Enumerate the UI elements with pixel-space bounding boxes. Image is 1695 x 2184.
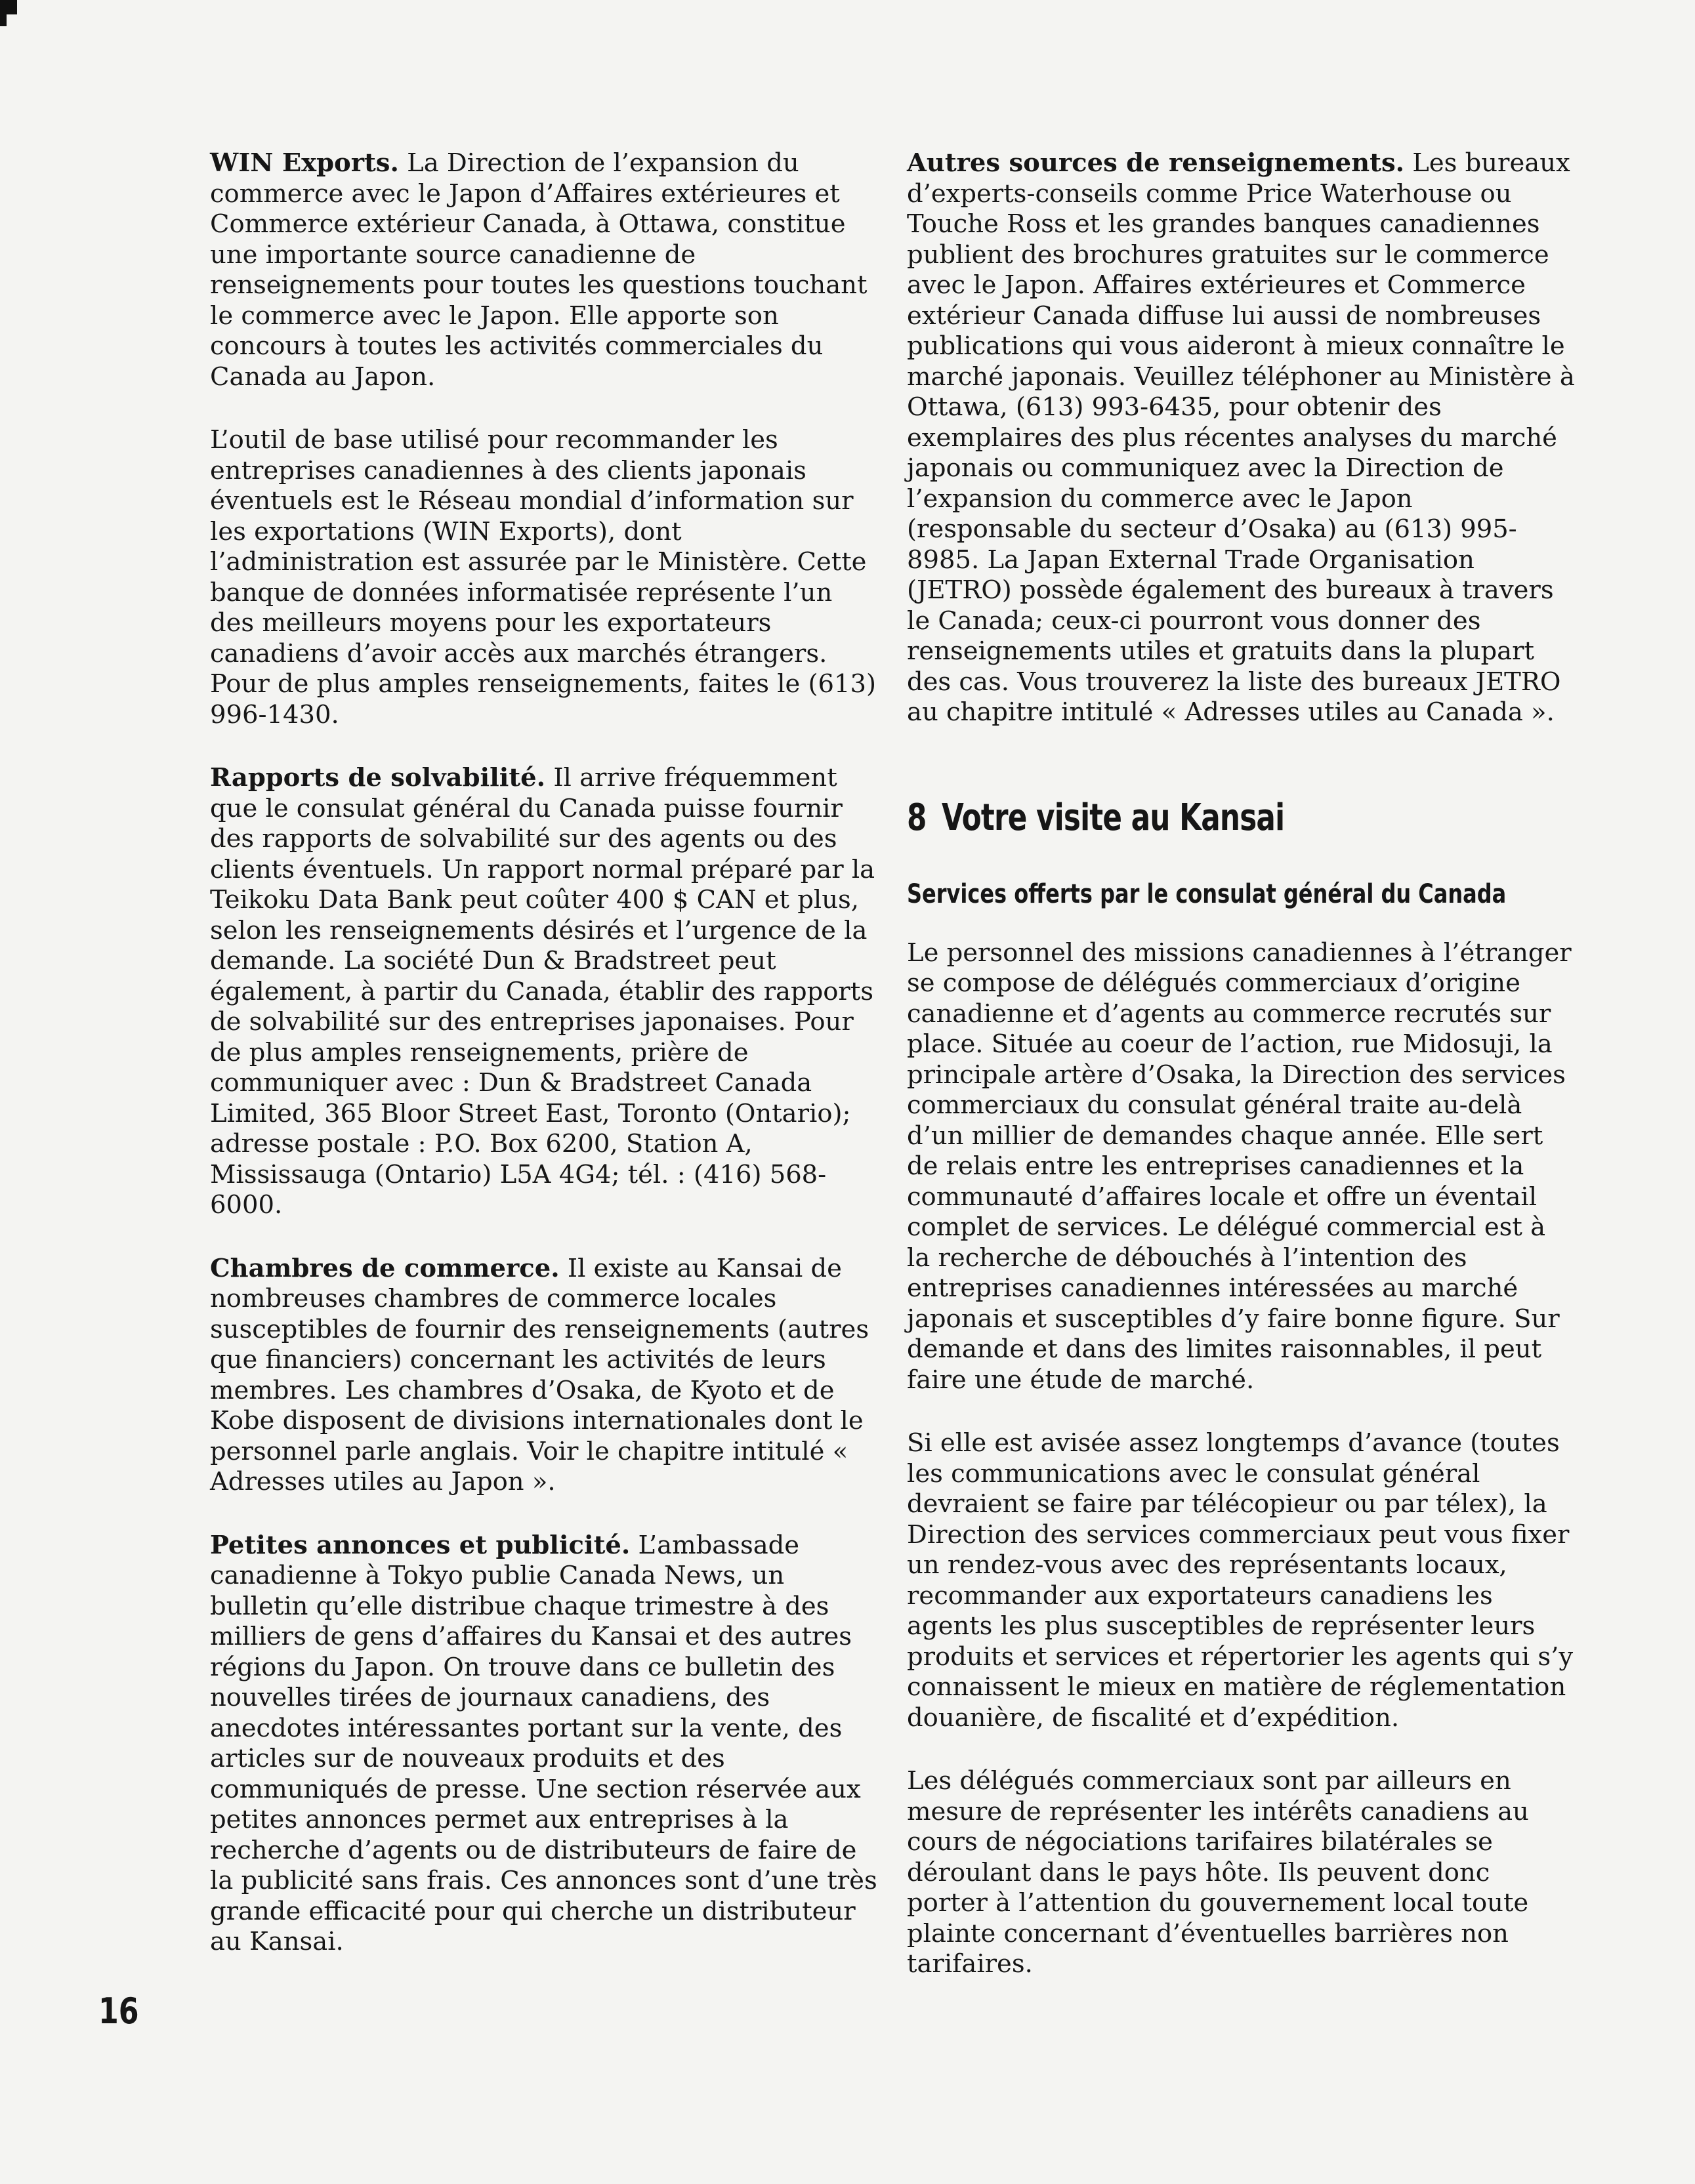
paragraph-outil-de-base (210, 425, 879, 730)
lead-win-exports: WIN Exports. (210, 148, 399, 178)
text-rapports-solvabilite: Il arrive fréquemment que le consulat général du Canada puisse fournir des rapports de solvabilité sur des agents ou des clients éventuels. Un rapport normal préparé par la Teikoku Data Bank peut coûter 400 $ CAN et plus, selon les renseignements désirés et l’urgence de la demande. La société Dun & Bradstreet peut également, à partir du Canada, établir des rapports de solvabilité sur des entreprises japonaises. Pour de plus amples renseignements, prière de communiquer avec : Dun & Bradstreet Canada Limited, 365 Bloor Street East, Toronto (Ontario); adresse postale : P.O. Box 6200, Station A, Mississauga (Ontario) L5A 4G4; tél. : (416) 568-6000. (210, 763, 875, 1220)
text-chambres-commerce: Il existe au Kansai de nombreuses chambres de commerce locales susceptibles de fournir des renseignements (autres que financiers) concernant les activités de leurs membres. Les chambres d’Osaka, de Kyoto et de Kobe disposent de divisions internationales dont le personnel parle anglais. Voir le chapitre intitulé « Adresses utiles au Japon ». (210, 1253, 869, 1496)
paragraph-autres-sources (907, 148, 1576, 728)
text-autres-sources: Les bureaux d’experts-conseils comme Price Waterhouse ou Touche Ross et les grandes banques canadiennes publient des brochures gratuites sur le commerce avec le Japon. Affaires extérieures et Commerce extérieur Canada diffuse lui aussi de nombreuses publications qui vous aideront à mieux connaître le marché japonais. Veuillez téléphoner au Ministère à Ottawa, (613) 993-6435, pour obtenir des exemplaires des plus récentes analyses du marché japonais ou communiquez avec la Direction de l’expansion du commerce avec le Japon (responsable du secteur d’Osaka) au (613) 995-8985. La Japan External Trade Organisation (JETRO) possède également des bureaux à travers le Canada; ceux-ci pourront vous donner des renseignements utiles et gratuits dans la plupart des cas. Vous trouverez la liste des bureaux JETRO au chapitre intitulé « Adresses utiles au Canada ». (907, 148, 1575, 727)
paragraph-chambres-commerce (210, 1254, 879, 1498)
section-title: Services offerts par le consulat général du Canada (907, 878, 1507, 909)
paragraph-win-exports (210, 148, 879, 392)
text-win-exports: La Direction de l’expansion du commerce avec le Japon d’Affaires extérieures et Commerce extérieur Canada, à Ottawa, constitue une importante source canadienne de renseignements pour toutes les questions touchant le commerce avec le Japon. Elle apporte son concours à toutes les activités commerciales du Canada au Japon. (210, 148, 868, 392)
page-number: 16 (98, 1990, 139, 2032)
lead-petites-annonces: Petites annonces et publicité. (210, 1530, 631, 1560)
scan-edge (0, 0, 7, 2184)
lead-rapports-solvabilite: Rapports de solvabilité. (210, 763, 546, 793)
paragraph-rapports-solvabilite (210, 763, 879, 1221)
paragraph-delegues-commerciaux: Les délégués commerciaux sont par ailleurs en mesure de représenter les intérêts canadiens au cours de négociations tarifaires bilatérales se déroulant dans le pays hôte. Ils peuvent donc porter à l’attention du gouvernement local toute plainte concernant d’éventuelles barrières non tarifaires. (907, 1766, 1529, 1979)
scan-corner-mark (0, 0, 17, 14)
paragraph-avisee-avance: Si elle est avisée assez longtemps d’avance (toutes les communications avec le consulat général devraient se faire par télécopieur ou par télex), la Direction des services commerciaux peut vous fixer un rendez-vous avec des représentants locaux, recommander aux exportateurs canadiens les agents les plus susceptibles de représenter leurs produits et services et répertorier les agents qui s’y connaissent le mieux en matière de réglementation douanière, de fiscalité et d’expédition. (907, 1428, 1574, 1733)
lead-chambres-commerce: Chambres de commerce. (210, 1253, 560, 1283)
text-petites-annonces: L’ambassade canadienne à Tokyo publie Canada News, un bulletin qu’elle distribue chaque trimestre à des milliers de gens d’affaires du Kansai et des autres régions du Japon. On trouve dans ce bulletin des nouvelles tirées de journaux canadiens, des anecdotes intéressantes portant sur la vente, des articles sur de nouveaux produits et des communiqués de presse. Une section réservée aux petites annonces permet aux entreprises à la recherche d’agents ou de distributeurs de faire de la publicité sans frais. Ces annonces sont d’une très grande efficacité pour qui cherche un distributeur au Kansai. (210, 1530, 877, 1956)
text-outil-de-base: L’outil de base utilisé pour recommander les entreprises canadiennes à des clients japonais éventuels est le Réseau mondial d’information sur les exportations (WIN Exports), dont l’administration est assurée par le Ministère. Cette banque de données informatisée représente l’un des meilleurs moyens pour les exportateurs canadiens d’avoir accès aux marchés étrangers. Pour de plus amples renseignements, faites le (613) 996-1430. (210, 425, 877, 730)
chapter-number: 8 (907, 796, 927, 839)
left-column (210, 148, 879, 1990)
paragraph-petites-annonces (210, 1531, 879, 1958)
paragraph-personnel-missions: Le personnel des missions canadiennes à l’étranger se compose de délégués commerciaux d’origine canadienne et d’agents au commerce recrutés sur place. Située au coeur de l’action, rue Midosuji, la principale artère d’Osaka, la Direction des services commerciaux du consulat général traite au-delà d’un millier de demandes chaque année. Elle sert de relais entre les entreprises canadiennes et la communauté d’affaires locale et offre un éventail complet de services. Le délégué commercial est à la recherche de débouchés à l’intention des entreprises canadiennes intéressées au marché japonais et susceptibles d’y faire bonne figure. Sur demande et dans des limites raisonnables, il peut faire une étude de marché. (907, 937, 1572, 1395)
chapter-title: Votre visite au Kansai (942, 796, 1285, 839)
right-column (907, 148, 1576, 2013)
lead-autres-sources: Autres sources de renseignements. (907, 148, 1405, 178)
chapter-heading (907, 795, 1429, 841)
